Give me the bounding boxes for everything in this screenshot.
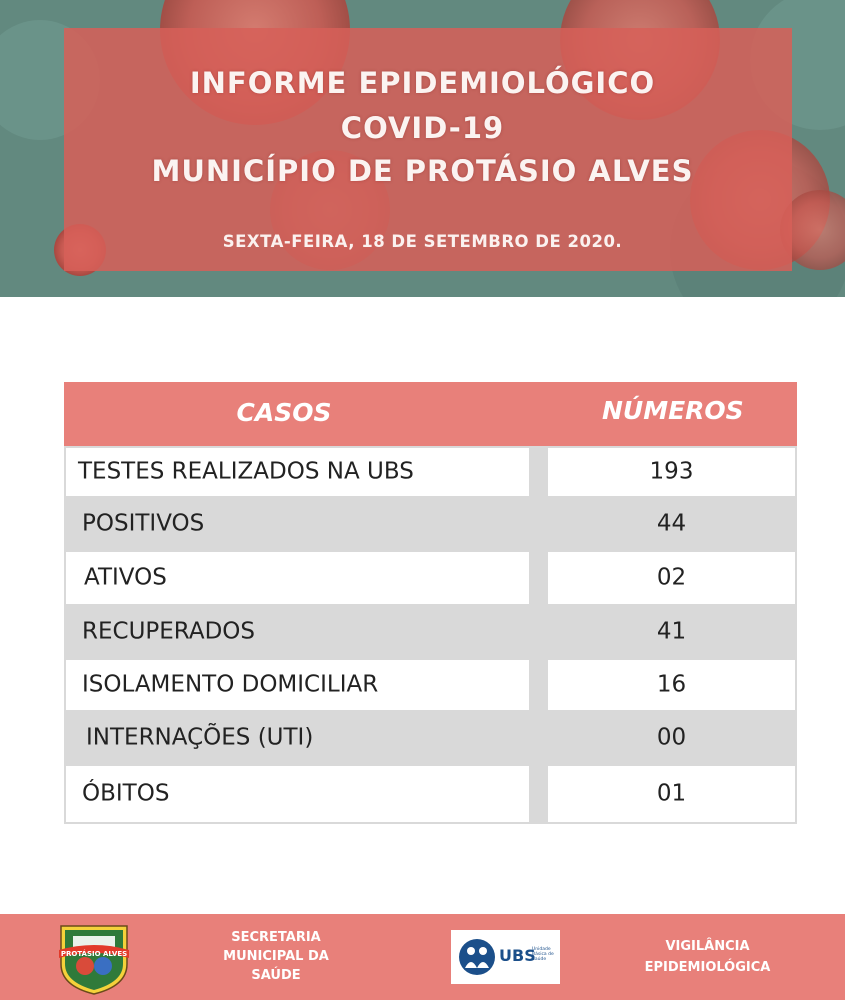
header-banner xyxy=(0,0,845,297)
municipal-crest-icon xyxy=(55,920,133,996)
table-row xyxy=(64,766,797,822)
row-label: ATIVOS xyxy=(66,552,529,604)
column-header-numeros: NÚMEROS xyxy=(602,396,744,425)
secretaria-line2: MUNICIPAL DA xyxy=(223,949,329,964)
secretaria-line1: SECRETARIA xyxy=(231,930,321,945)
row-label: POSITIVOS xyxy=(82,510,205,537)
ubs-family-icon xyxy=(457,938,497,976)
table-row xyxy=(64,606,797,658)
table-row xyxy=(64,448,797,496)
table-row xyxy=(64,552,797,604)
table-row xyxy=(64,712,797,764)
svg-text:PROTÁSIO ALVES: PROTÁSIO ALVES xyxy=(60,950,128,958)
row-value: 193 xyxy=(548,448,795,496)
vigilancia-line1: VIGILÂNCIA xyxy=(665,939,750,954)
page-title-line2: COVID-19 xyxy=(340,111,505,145)
table-row xyxy=(64,498,797,550)
footer-bar xyxy=(0,914,845,1000)
row-value: 01 xyxy=(548,766,795,822)
secretaria-label xyxy=(202,928,350,985)
table-row xyxy=(64,660,797,710)
ubs-subtitle: Unidade Básica de Saúde xyxy=(532,947,554,962)
row-label: TESTES REALIZADOS NA UBS xyxy=(66,448,529,496)
secretaria-line3: SAÚDE xyxy=(251,968,301,983)
ubs-label: UBS xyxy=(499,946,536,965)
row-value: 16 xyxy=(548,660,795,710)
row-label: INTERNAÇÕES (UTI) xyxy=(86,724,314,751)
report-date: SEXTA-FEIRA, 18 DE SETEMBRO DE 2020. xyxy=(222,232,623,251)
table-header xyxy=(64,382,797,446)
row-value: 44 xyxy=(656,510,687,537)
row-value: 41 xyxy=(656,618,687,645)
column-header-casos: CASOS xyxy=(236,398,332,427)
cases-table xyxy=(64,382,797,824)
ubs-logo xyxy=(451,930,560,984)
row-label: ÓBITOS xyxy=(66,766,529,822)
row-label: RECUPERADOS xyxy=(82,618,256,645)
row-value: 00 xyxy=(656,724,687,751)
row-value: 02 xyxy=(548,552,795,604)
row-label: ISOLAMENTO DOMICILIAR xyxy=(66,660,529,710)
page-title-line1: INFORME EPIDEMIOLÓGICO xyxy=(189,66,656,100)
page-title-line3: MUNICÍPIO DE PROTÁSIO ALVES xyxy=(151,154,694,188)
vigilancia-line2: EPIDEMIOLÓGICA xyxy=(644,960,771,975)
vigilancia-label xyxy=(620,936,795,978)
